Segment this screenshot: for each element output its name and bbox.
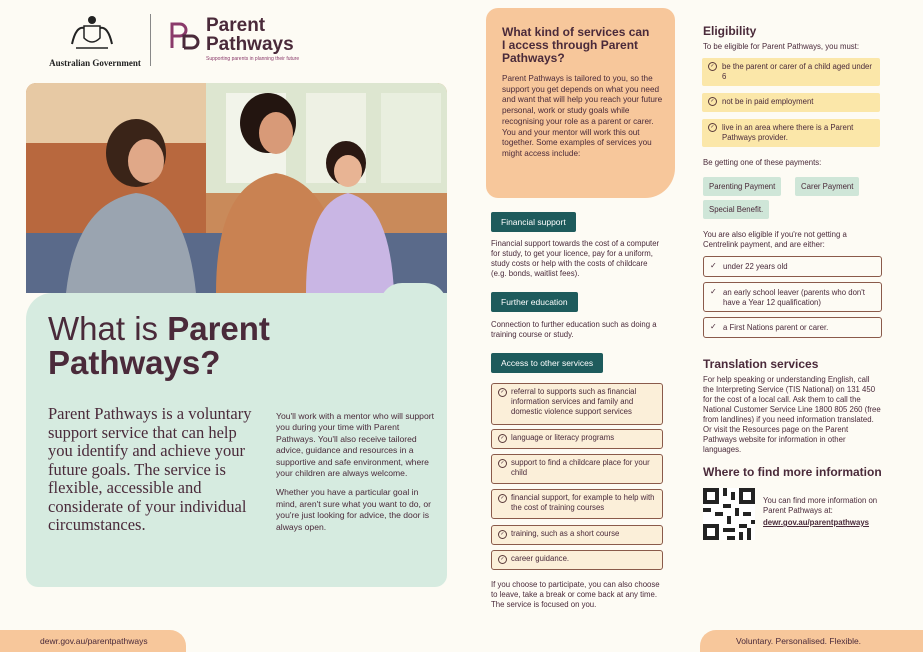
check-circle-icon: ✓ bbox=[708, 123, 717, 132]
mentor-paragraph-2: Whether you have a particular goal in mind, aren't sure what you want to do, or you're just looking for advice, the door is always open. bbox=[276, 487, 431, 532]
services-intro-panel bbox=[486, 8, 675, 198]
check-circle-icon: ✓ bbox=[708, 97, 717, 106]
title-text-3: Pathways? bbox=[48, 344, 221, 381]
requirement-item bbox=[702, 119, 880, 147]
translation-heading: Translation services bbox=[703, 357, 819, 371]
requirement-text: not be in paid employment bbox=[722, 97, 814, 106]
service-item-text: financial support, for example to help with the cost of training courses bbox=[511, 493, 655, 512]
participate-text: If you choose to participate, you can also choose to leave, take a break or come back at any time. The service is focused on you. bbox=[491, 580, 660, 609]
also-eligible-item bbox=[703, 317, 882, 338]
coat-of-arms-icon bbox=[68, 14, 116, 52]
further-education-text: Connection to further education such as doing a training course or study. bbox=[491, 320, 657, 339]
also-eligible-intro: You are also eligible if you're not getting a Centrelink payment, and are either: bbox=[703, 230, 847, 249]
check-icon: ✓ bbox=[710, 322, 717, 331]
check-icon: ✓ bbox=[710, 287, 717, 296]
check-circle-icon: ✓ bbox=[498, 494, 507, 503]
intro-text: Parent Pathways is a voluntary support service that can help you identify and achieve your future goals. The service is flexible, accessible and considerate of your individual circumstances. bbox=[48, 404, 252, 534]
check-circle-icon: ✓ bbox=[498, 434, 507, 443]
more-info-heading: Where to find more information bbox=[703, 465, 882, 479]
service-item bbox=[491, 383, 663, 425]
requirement-text: be the parent or carer of a child aged under 6 bbox=[722, 62, 872, 81]
also-eligible-text: an early school leaver (parents who don't have a Year 12 qualification) bbox=[723, 288, 865, 307]
more-info-body: You can find more information on Parent Pathways at: bbox=[763, 496, 878, 515]
footer-left bbox=[0, 630, 186, 652]
requirement-item bbox=[702, 93, 880, 112]
services-heading: What kind of services can I access through Parent Pathways? bbox=[502, 25, 650, 65]
eligibility-intro: To be eligible for Parent Pathways, you must: bbox=[703, 42, 860, 51]
brand-line1: Parent bbox=[206, 15, 266, 36]
payment-badge: Parenting Payment bbox=[703, 177, 781, 196]
check-circle-icon: ✓ bbox=[498, 530, 507, 539]
payment-badge: Special Benefit. bbox=[703, 200, 769, 219]
service-item bbox=[491, 489, 663, 519]
financial-support-text: Financial support towards the cost of a computer for study, to get your licence, pay for a uniform, study costs or help with the costs of childcare (e.g. bonds, waitlist fees). bbox=[491, 239, 660, 278]
eligibility-heading: Eligibility bbox=[703, 24, 757, 38]
other-services-label: Access to other services bbox=[491, 353, 603, 373]
gov-label: Australian Government bbox=[49, 58, 141, 68]
payments-intro: Be getting one of these payments: bbox=[703, 158, 822, 167]
service-item bbox=[491, 454, 663, 484]
service-item-text: support to find a childcare place for your child bbox=[511, 458, 650, 477]
more-info-link[interactable]: dewr.gov.au/parentpathways bbox=[763, 518, 870, 527]
parent-pathways-logo bbox=[168, 16, 318, 66]
payment-badge: Carer Payment bbox=[795, 177, 859, 196]
also-eligible-text: under 22 years old bbox=[723, 262, 788, 271]
service-item bbox=[491, 525, 663, 545]
brand-line2: Pathways bbox=[206, 34, 294, 55]
brand-tagline: Supporting parents in planning their future bbox=[206, 56, 300, 62]
title-text-1: What is bbox=[48, 310, 168, 347]
footer-url[interactable]: dewr.gov.au/parentpathways bbox=[40, 636, 148, 646]
footer-right bbox=[700, 630, 923, 652]
also-eligible-text: a First Nations parent or carer. bbox=[723, 323, 829, 332]
services-body: Parent Pathways is tailored to you, so the support you get depends on what you need and want that will help you reach your future personal, work or study goals while recognising your role as a parent or carer. You and your mentor will work this out together. Some examples of services you might access include: bbox=[502, 74, 663, 158]
also-eligible-item bbox=[703, 256, 882, 277]
service-item-text: career guidance. bbox=[511, 554, 570, 563]
check-circle-icon: ✓ bbox=[498, 388, 507, 397]
logo-divider bbox=[150, 14, 151, 66]
check-icon: ✓ bbox=[710, 261, 717, 270]
service-item-text: language or literacy programs bbox=[511, 433, 615, 442]
mentor-text bbox=[276, 411, 436, 541]
check-circle-icon: ✓ bbox=[708, 62, 717, 71]
family-photo bbox=[26, 83, 447, 293]
financial-support-label: Financial support bbox=[491, 212, 576, 232]
footer-slogan: Voluntary. Personalised. Flexible. bbox=[736, 636, 862, 646]
requirement-item bbox=[702, 58, 880, 86]
requirement-text: live in an area where there is a Parent Pathways provider. bbox=[722, 123, 854, 142]
mentor-paragraph-1: You'll work with a mentor who will support you during your time with Parent Pathways. You'll also receive tailored advice, guidance and resources in a supportive and safe environment, where your children are always welcome. bbox=[276, 411, 434, 479]
service-item-text: training, such as a short course bbox=[511, 529, 620, 538]
check-circle-icon: ✓ bbox=[498, 459, 507, 468]
service-item bbox=[491, 550, 663, 570]
australian-government-logo bbox=[40, 14, 150, 70]
qr-code-icon[interactable] bbox=[703, 488, 755, 540]
service-item bbox=[491, 429, 663, 449]
page-title bbox=[48, 312, 408, 380]
pathways-mark-icon bbox=[168, 18, 200, 52]
check-circle-icon: ✓ bbox=[498, 555, 507, 564]
translation-body: For help speaking or understanding English, call the Interpreting Service (TIS National) on 131 450 for the cost of a local call. Ask them to call the National Customer Service Line 1800 805 260 (free from landlines) if you need information translated. Or visit the Resources page on the Parent Pathways website for information in other languages. bbox=[703, 375, 881, 454]
further-education-label: Further education bbox=[491, 292, 578, 312]
also-eligible-item bbox=[703, 282, 882, 312]
title-text-2: Parent bbox=[167, 310, 270, 347]
service-item-text: referral to supports such as financial information services and family and domestic violence support services bbox=[511, 387, 637, 416]
